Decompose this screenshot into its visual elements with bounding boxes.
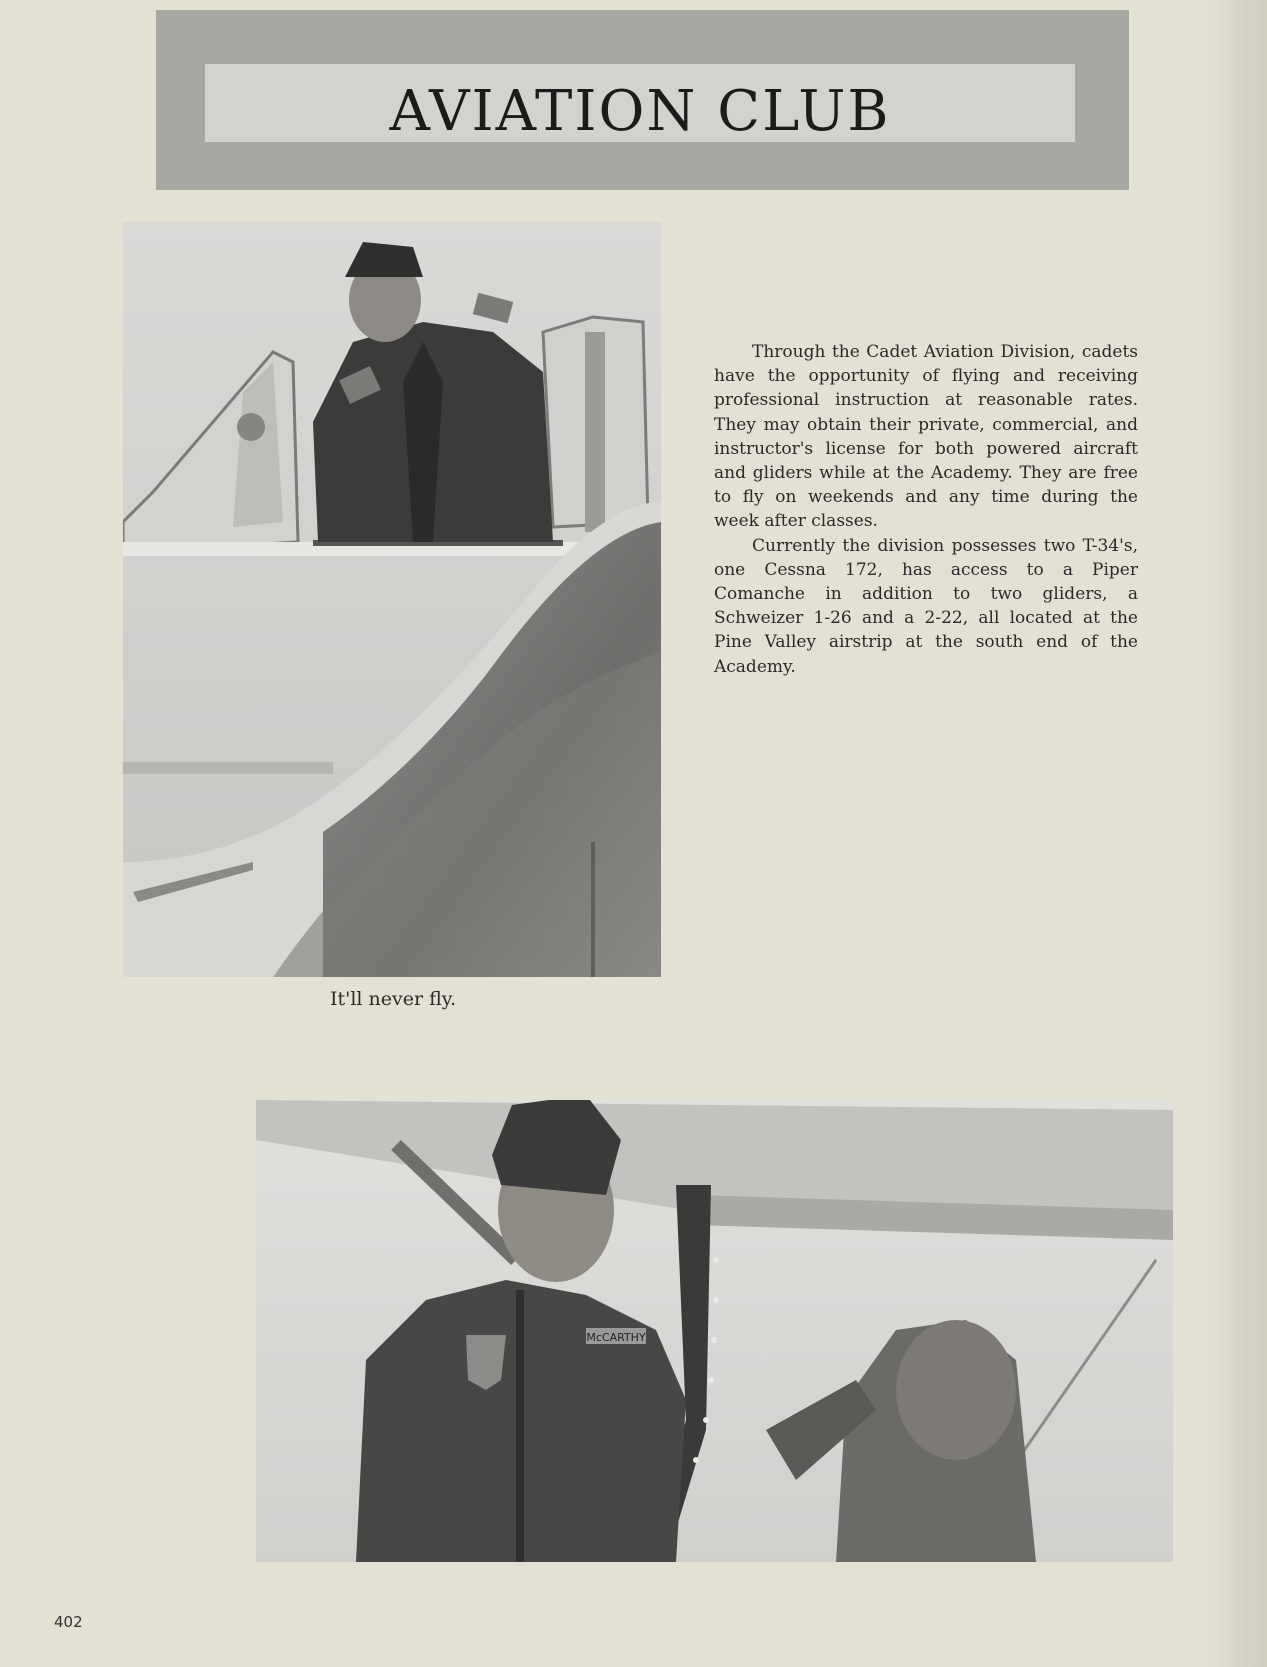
article-paragraph: Currently the division possesses two T-34's, one Cessna 172, has access to a Piper Comanche in addition to two gliders, a Schweizer 1-26 and a 2-22, all located at the Pine Valley airstrip at the south end of the Academy. [714,535,1138,677]
page-edge-shadow [1207,0,1267,1667]
article-body [714,340,1138,679]
photo-caption: It'll never fly. [329,988,457,1010]
name-tag-text: McCARTHY [586,1331,646,1344]
photo-cadet-in-cockpit [123,222,661,977]
page-number: 402 [54,1613,83,1631]
page-title: AVIATION CLUB [389,79,891,142]
photo-cadet-flight-jacket [256,1100,1173,1562]
article-paragraph: Through the Cadet Aviation Division, cadets have the opportunity of flying and receiving professional instruction at reasonable rates. They may obtain their private, commercial, and instructor's license for both powered aircraft and gliders while at the Academy. They are free to fly on weekends and any time during the week after classes. [714,342,1138,532]
